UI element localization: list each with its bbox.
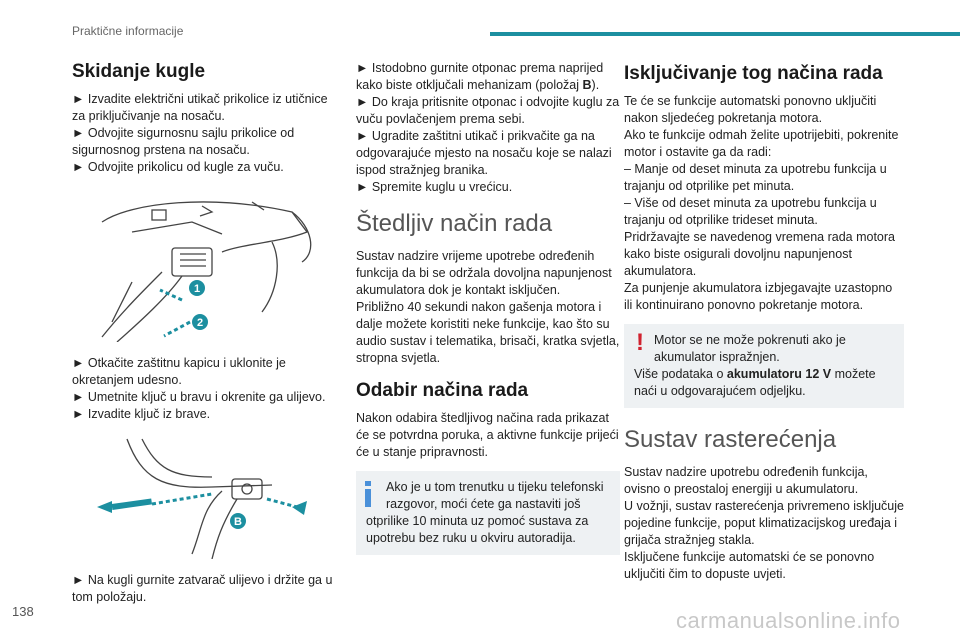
step-text: ► Odvojite sigurnosnu sajlu prikolice od sigurnosnog prstena na nosaču.	[72, 126, 295, 157]
paragraph: Približno 40 sekundi nakon gašenja motora i dalje možete koristiti neke funkcije, kao što su audio sustav i telematika, brisači, kratka svjetla, stropna svjetla.	[356, 300, 620, 365]
info-note	[356, 471, 620, 555]
step-text: ► Do kraja pritisnite otponac i odvojite kuglu za vuču povlačenjem prema sebi.	[356, 95, 620, 126]
paragraph: Ako te funkcije odmah želite upotrijebiti, pokrenite motor i ostavite ga da radi:	[624, 128, 899, 159]
section-title-odabir-nacina: Odabir načina rada	[356, 380, 529, 401]
warning-note	[624, 324, 904, 408]
figure-label-1: 1	[193, 283, 201, 295]
paragraph: Sustav nadzire upotrebu određenih funkcija, ovisno o preostaloj energiji u akumulatoru.	[624, 465, 868, 496]
section-title-iskljucivanje: Isključivanje tog načina rada	[624, 63, 883, 84]
section-title-stedljiv-nacin: Štedljiv način rada	[356, 210, 553, 237]
step-text: ► Odvojite prikolicu od kugle za vuču.	[72, 160, 284, 174]
warning-text: Više podataka o akumulatoru 12 V možete naći u odgovarajućem odjeljku.	[634, 367, 876, 398]
paragraph: – Više od deset minuta za upotrebu funkcija u trajanju od otprilike trideset minuta.	[624, 196, 877, 227]
page-number: 138	[12, 604, 34, 619]
paragraph: Nakon odabira štedljivog načina rada prikazat će se potvrdna poruka, a aktivne funkcije prijeći će u stanje pripravnosti.	[356, 411, 619, 459]
step-text: ► Ugradite zaštitni utikač i prikvačite ga na odgovarajuće mjesto na nosaču koje se nalazi ispod stražnjeg branika.	[356, 129, 612, 177]
header-accent-bar	[490, 32, 960, 36]
figure-label-2: 2	[196, 317, 204, 329]
column-3	[624, 56, 904, 583]
step-text: ► Umetnite ključ u bravu i okrenite ga ulijevo.	[72, 390, 326, 404]
plug-removal-illustration	[72, 182, 322, 342]
warning-text: Motor se ne može pokrenuti ako je akumulator ispražnjen.	[654, 333, 846, 364]
paragraph: Za punjenje akumulatora izbjegavajte uzastopno ili kontinuirano ponovno pokretanje motora.	[624, 281, 893, 312]
step-text: ► Izvadite električni utikač prikolice iz utičnice za priključivanje na nosaču.	[72, 92, 328, 123]
figure-key-lock	[72, 429, 336, 564]
paragraph: – Manje od deset minuta za upotrebu funkcija u trajanju od otprilike pet minuta.	[624, 162, 887, 193]
info-text: otprilike 10 minuta uz pomoć sustava za upotrebu bez ruku u okviru autoradija.	[366, 514, 589, 545]
watermark: carmanualsonline.info	[676, 608, 901, 633]
column-2	[356, 60, 620, 555]
section-title-skidanje-kugle: Skidanje kugle	[72, 61, 206, 82]
paragraph: Te će se funkcije automatski ponovno uključiti nakon sljedećeg pokretanja motora.	[624, 94, 877, 125]
section-title-sustav-rasterecenja: Sustav rasterećenja	[624, 426, 837, 453]
paragraph: U vožnji, sustav rasterećenja privremeno isključuje pojedine funkcije, poput klimatizacijskog uređaja i grijača stražnjeg stakla.	[624, 499, 904, 547]
column-1	[72, 54, 336, 606]
step-text: ► Na kugli gurnite zatvarač ulijevo i držite ga u tom položaju.	[72, 573, 333, 604]
step-text: ► Otkačite zaštitnu kapicu i uklonite je okretanjem udesno.	[72, 356, 286, 387]
warning-icon: !	[636, 329, 644, 356]
running-header: Praktične informacije	[72, 24, 184, 38]
step-text: ► Izvadite ključ iz brave.	[72, 407, 211, 421]
paragraph: Isključene funkcije automatski će se ponovno uključiti čim to dopuste uvjeti.	[624, 550, 875, 581]
paragraph: Pridržavajte se navedenog vremena rada motora kako biste osigurali dovoljnu napunjenost akumulatora.	[624, 230, 895, 278]
info-icon	[365, 481, 371, 507]
key-lock-illustration	[72, 429, 322, 559]
figure-plug-removal	[72, 182, 336, 347]
step-text: ► Spremite kuglu u vrećicu.	[356, 180, 513, 194]
paragraph: Sustav nadzire vrijeme upotrebe određenih funkcija da bi se održala dovoljna napunjenost akumulatora dok je kontakt isključen.	[356, 249, 612, 297]
figure-label-b: B	[234, 516, 242, 528]
step-text: ► Istodobno gurnite otponac prema naprijed kako biste otključali mehanizam (položaj B).	[356, 61, 604, 92]
info-text: Ako je u tom trenutku u tijeku telefonski razgovor, moći ćete ga nastaviti još	[386, 480, 604, 511]
